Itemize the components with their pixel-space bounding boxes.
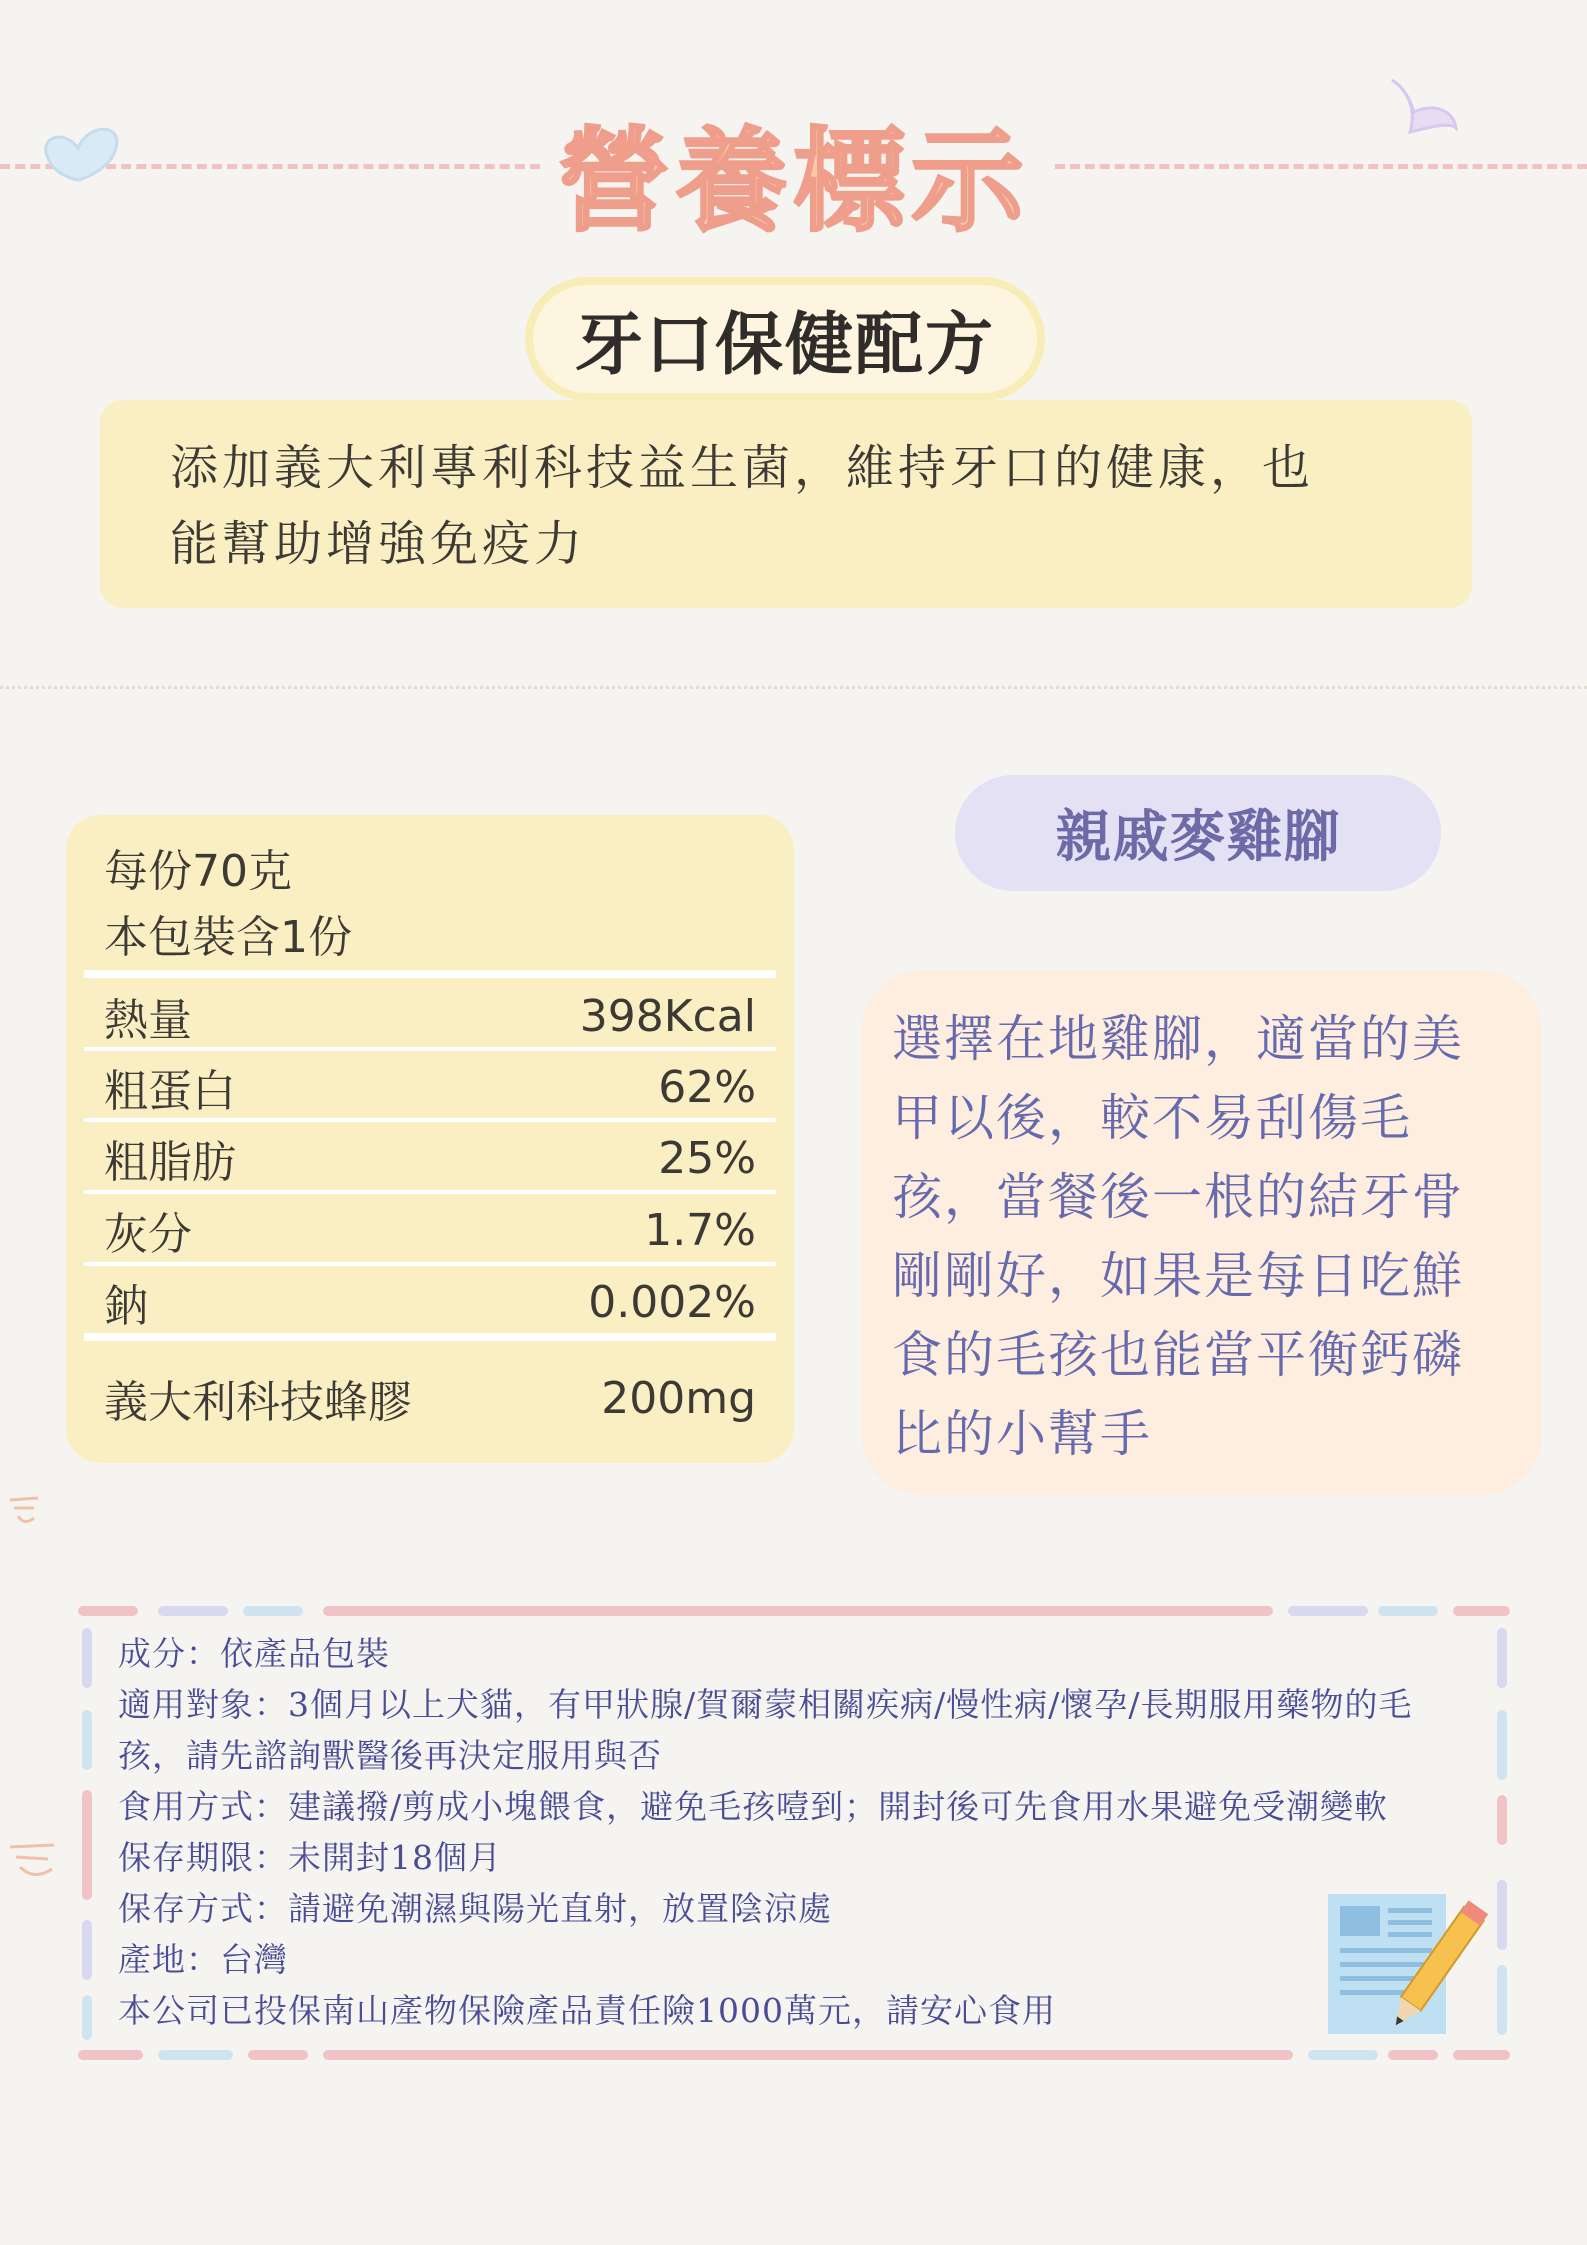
target-line: 適用對象：3個月以上犬貓，有甲狀腺/賀爾蒙相關疾病/慢性病/懷孕/長期服用藥物的毛: [118, 1685, 1413, 1724]
nutrient-row: [104, 981, 756, 1051]
usage-line: 食用方式：建議撥/剪成小塊餵食，避免毛孩噎到；開封後可先食用水果避免受潮變軟: [118, 1787, 1389, 1826]
row-divider: [84, 1118, 776, 1122]
nutrient-value: 25%: [658, 1132, 756, 1184]
nutrient-name: 灰分: [104, 1209, 192, 1260]
nutrient-row: [104, 1267, 756, 1337]
description-line: 甲以後，較不易刮傷毛: [892, 1089, 1412, 1147]
intro-line: 添加義大利專利科技益生菌，維持牙口的健康，也: [170, 440, 1315, 496]
nutrition-table: [66, 815, 794, 1463]
extra-ingredient-value: 200mg: [601, 1372, 756, 1424]
origin-line: 產地：台灣: [118, 1940, 288, 1979]
info-frame-left: [82, 1920, 92, 1980]
info-frame-left: [82, 1628, 92, 1688]
table-separator: [84, 1333, 776, 1341]
description-line: 比的小幫手: [892, 1405, 1152, 1463]
info-frame-right: [1497, 1965, 1507, 2035]
notepad-pencil-icon: [1322, 1890, 1492, 2040]
page-title: 營養標示: [557, 117, 1030, 247]
info-frame-bottom: [78, 2050, 1510, 2060]
nutrient-value: 62%: [658, 1061, 756, 1113]
description-line: 選擇在地雞腳，適當的美: [892, 1010, 1464, 1068]
info-frame-right: [1497, 1795, 1507, 1845]
nutrient-name: 粗脂肪: [104, 1137, 236, 1188]
ingredients-line: 成分：依產品包裝: [118, 1634, 390, 1673]
nutrient-value: 1.7%: [644, 1204, 756, 1256]
nutrient-name: 熱量: [104, 995, 192, 1046]
info-frame-left: [82, 1710, 92, 1770]
intro-line: 能幫助增強免疫力: [170, 516, 587, 572]
servings-per-pack: 本包裝含1份: [104, 912, 352, 963]
nutrient-value: 0.002%: [588, 1276, 756, 1328]
info-frame-right: [1497, 1628, 1507, 1688]
section-divider: [0, 686, 1587, 689]
row-divider: [84, 1190, 776, 1194]
info-frame-left: [82, 1995, 92, 2040]
info-frame-top: [78, 1606, 1510, 1616]
table-separator: [84, 970, 776, 978]
extra-ingredient-row: [104, 1363, 756, 1433]
info-frame-right: [1497, 1880, 1507, 1950]
nutrient-name: 鈉: [104, 1281, 148, 1332]
nutrient-value: 398Kcal: [579, 990, 756, 1042]
product-description: [862, 970, 1542, 1495]
product-name: 親戚麥雞腳: [955, 775, 1441, 891]
nutrient-row: [104, 1052, 756, 1122]
formula-subtitle: 牙口保健配方: [525, 277, 1045, 401]
insurance-line: 本公司已投保南山產物保險產品責任險1000萬元，請安心食用: [118, 1991, 1056, 2030]
shelf-life-line: 保存期限：未開封18個月: [118, 1838, 502, 1877]
extra-ingredient-name: 義大利科技蜂膠: [104, 1377, 412, 1428]
description-line: 食的毛孩也能當平衡鈣磷: [892, 1326, 1464, 1384]
doodle-icon: [4, 1835, 64, 1885]
description-line: 剛剛好，如果是每日吃鮮: [892, 1247, 1464, 1305]
row-divider: [84, 1047, 776, 1051]
row-divider: [84, 1262, 776, 1266]
nutrient-name: 粗蛋白: [104, 1066, 236, 1117]
intro-box: [100, 400, 1472, 608]
info-frame-left: [82, 1790, 92, 1900]
info-frame-right: [1497, 1710, 1507, 1780]
nutrient-row: [104, 1123, 756, 1193]
doodle-icon: [4, 1490, 44, 1530]
description-line: 孩，當餐後一根的結牙骨: [892, 1168, 1464, 1226]
storage-line: 保存方式：請避免潮濕與陽光直射，放置陰涼處: [118, 1889, 832, 1928]
nutrient-row: [104, 1195, 756, 1265]
serving-size: 每份70克: [104, 846, 292, 897]
target-line-cont: 孩，請先諮詢獸醫後再決定服用與否: [118, 1736, 662, 1775]
